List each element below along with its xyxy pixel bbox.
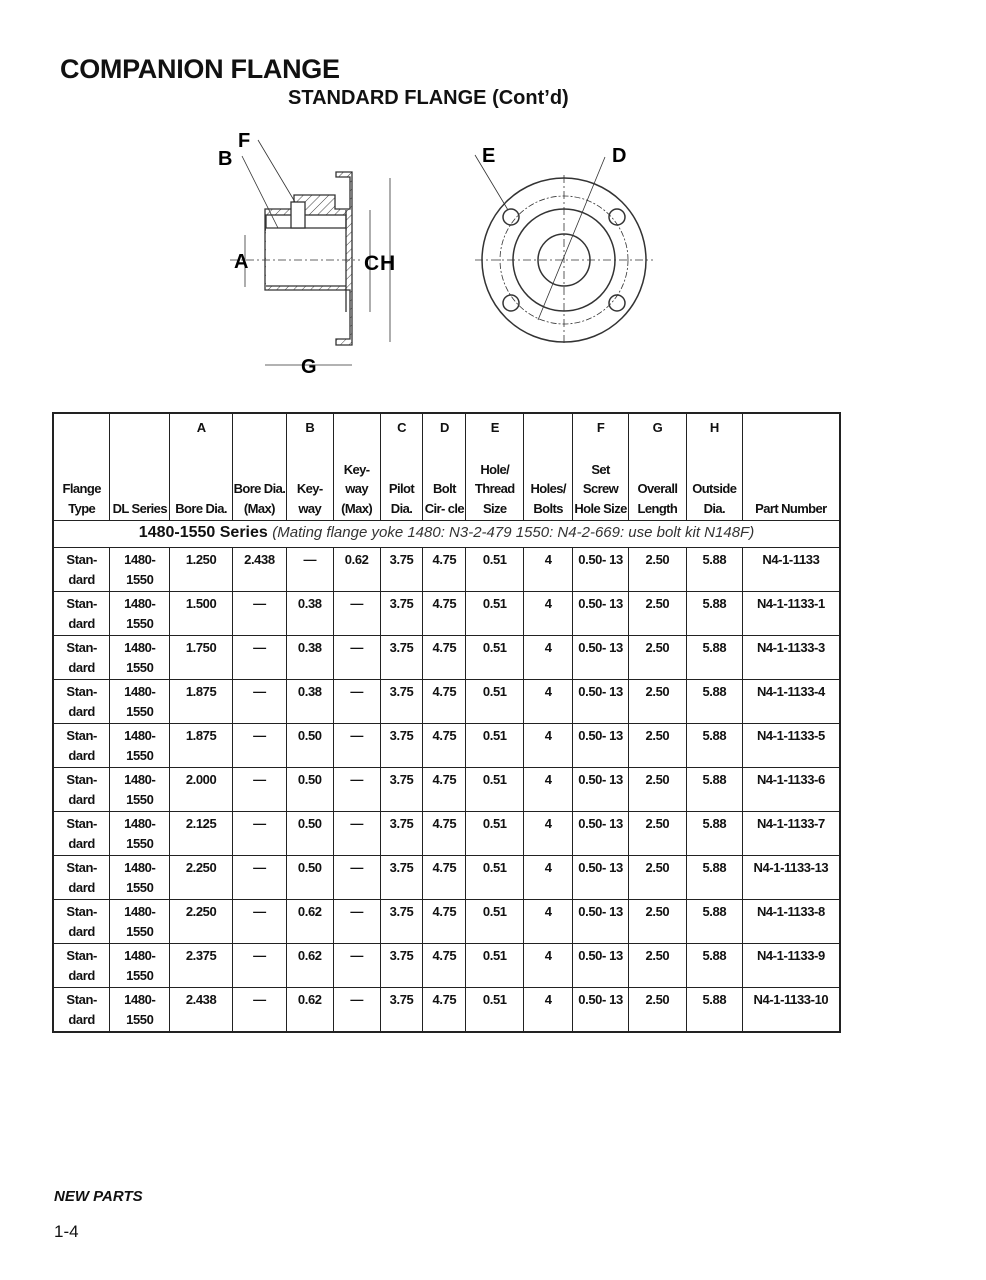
table-cell: —	[232, 856, 286, 900]
table-cell: 0.51	[466, 636, 524, 680]
table-cell: —	[333, 812, 380, 856]
table-row	[53, 636, 840, 680]
table-cell: 4.75	[423, 680, 466, 724]
table-row	[53, 548, 840, 592]
column-header	[423, 413, 466, 521]
table-row	[53, 856, 840, 900]
column-header	[170, 413, 233, 521]
table-cell: 2.438	[170, 988, 233, 1033]
table-cell: 3.75	[380, 636, 423, 680]
table-cell: 5.88	[686, 900, 742, 944]
label-b: B	[218, 148, 233, 170]
front-view	[475, 155, 653, 345]
table-cell: 1480- 1550	[110, 548, 170, 592]
table-cell: 0.50	[286, 856, 333, 900]
table-cell: 0.50- 13	[573, 636, 629, 680]
column-letter: D	[439, 420, 449, 435]
table-cell: 2.250	[170, 900, 233, 944]
table-cell: 4.75	[423, 636, 466, 680]
table-cell: 1480- 1550	[110, 812, 170, 856]
table-cell: N4-1-1133-6	[742, 768, 840, 812]
flange-table	[52, 412, 841, 1033]
table-cell: N4-1-1133-8	[742, 900, 840, 944]
table-cell: 4	[524, 548, 573, 592]
column-label: Bolt Cir- cle	[424, 481, 465, 516]
table-cell: N4-1-1133-10	[742, 988, 840, 1033]
header-row	[53, 413, 840, 521]
table-cell: Stan- dard	[53, 856, 110, 900]
table-row	[53, 592, 840, 636]
table-cell: 0.50	[286, 812, 333, 856]
table-cell: —	[232, 944, 286, 988]
table-cell: —	[333, 768, 380, 812]
table-cell: —	[232, 636, 286, 680]
table-cell: 3.75	[380, 768, 423, 812]
column-letter: B	[305, 420, 315, 435]
table-cell: —	[232, 812, 286, 856]
table-cell: Stan- dard	[53, 944, 110, 988]
table-cell: 1480- 1550	[110, 944, 170, 988]
table-cell: 3.75	[380, 724, 423, 768]
table-cell: 1480- 1550	[110, 724, 170, 768]
column-header	[524, 413, 573, 521]
table-cell: 2.50	[628, 944, 686, 988]
column-label: Hole/ Thread Size	[474, 461, 515, 516]
column-header	[573, 413, 629, 521]
table-cell: 4.75	[423, 988, 466, 1033]
table-cell: N4-1-1133-4	[742, 680, 840, 724]
table-cell: 2.375	[170, 944, 233, 988]
table-cell: N4-1-1133-7	[742, 812, 840, 856]
table-cell: 2.50	[628, 680, 686, 724]
table-cell: 4.75	[423, 856, 466, 900]
table-cell: 2.000	[170, 768, 233, 812]
table-cell: 4.75	[423, 592, 466, 636]
column-letter: F	[596, 420, 605, 435]
table-cell: 4	[524, 900, 573, 944]
table-cell: 2.50	[628, 636, 686, 680]
table-cell: 3.75	[380, 680, 423, 724]
column-letter: A	[196, 420, 206, 435]
table-cell: 0.51	[466, 900, 524, 944]
table-cell: Stan- dard	[53, 592, 110, 636]
table-cell: 2.250	[170, 856, 233, 900]
label-g: G	[301, 356, 317, 378]
table-cell: 0.50- 13	[573, 900, 629, 944]
table-cell: 0.51	[466, 680, 524, 724]
table-cell: Stan- dard	[53, 548, 110, 592]
table-cell: 4.75	[423, 944, 466, 988]
table-cell: 0.50	[286, 768, 333, 812]
page-title: COMPANION FLANGE	[60, 54, 340, 84]
table-cell: 0.50- 13	[573, 680, 629, 724]
table-cell: N4-1-1133-9	[742, 944, 840, 988]
table-cell: 1480- 1550	[110, 592, 170, 636]
table-cell: 1.250	[170, 548, 233, 592]
footer-section: NEW PARTS	[54, 1188, 143, 1205]
table-cell: —	[232, 592, 286, 636]
column-header	[110, 413, 170, 521]
table-cell: 5.88	[686, 592, 742, 636]
table-cell: 0.51	[466, 944, 524, 988]
label-e: E	[482, 145, 496, 167]
table-cell: 0.38	[286, 636, 333, 680]
column-label: Outside Dia.	[692, 481, 737, 516]
column-header	[53, 413, 110, 521]
table-cell: 5.88	[686, 636, 742, 680]
table-cell: Stan- dard	[53, 812, 110, 856]
table-cell: 5.88	[686, 812, 742, 856]
column-header	[686, 413, 742, 521]
table-cell: 0.62	[333, 548, 380, 592]
table-cell: 4.75	[423, 812, 466, 856]
table-cell: —	[333, 592, 380, 636]
column-label: Overall Length	[637, 481, 678, 516]
table-cell: 5.88	[686, 856, 742, 900]
table-cell: —	[232, 768, 286, 812]
table-cell: 0.50- 13	[573, 856, 629, 900]
series-title: 1480-1550 Series	[138, 524, 268, 541]
table-cell: 3.75	[380, 548, 423, 592]
table-row	[53, 724, 840, 768]
table-cell: 4.75	[423, 900, 466, 944]
column-label: DL Series	[112, 500, 167, 516]
table-cell: 0.50- 13	[573, 724, 629, 768]
table-cell: —	[333, 944, 380, 988]
label-c: C	[364, 252, 380, 275]
table-cell: 0.51	[466, 592, 524, 636]
table-cell: 4.75	[423, 548, 466, 592]
table-cell: 0.62	[286, 900, 333, 944]
table-cell: 2.50	[628, 812, 686, 856]
table-cell: 2.125	[170, 812, 233, 856]
table-cell: 1.875	[170, 680, 233, 724]
label-a: A	[234, 251, 249, 273]
column-label: Bore Dia.	[175, 500, 227, 516]
table-cell: N4-1-1133	[742, 548, 840, 592]
table-cell: —	[286, 548, 333, 592]
table-cell: 0.51	[466, 988, 524, 1033]
table-cell: 0.50- 13	[573, 548, 629, 592]
table-row	[53, 900, 840, 944]
page-subtitle: STANDARD FLANGE (Cont’d)	[288, 87, 569, 109]
table-cell: 0.50- 13	[573, 592, 629, 636]
table-cell: 4	[524, 592, 573, 636]
column-header	[742, 413, 840, 521]
table-cell: 1480- 1550	[110, 988, 170, 1033]
column-header	[466, 413, 524, 521]
column-header	[286, 413, 333, 521]
label-d: D	[612, 145, 627, 167]
table-cell: 1480- 1550	[110, 636, 170, 680]
column-letter: E	[490, 420, 499, 435]
table-cell: 5.88	[686, 548, 742, 592]
table-cell: 0.51	[466, 548, 524, 592]
label-f: F	[238, 130, 251, 152]
table-cell: N4-1-1133-5	[742, 724, 840, 768]
table-cell: —	[232, 900, 286, 944]
table-cell: 1480- 1550	[110, 856, 170, 900]
table-cell: Stan- dard	[53, 900, 110, 944]
column-header	[232, 413, 286, 521]
table-cell: 2.50	[628, 724, 686, 768]
table-cell: 0.50- 13	[573, 944, 629, 988]
table-cell: 1.500	[170, 592, 233, 636]
table-cell: Stan- dard	[53, 636, 110, 680]
column-label: Set Screw Hole Size	[574, 461, 627, 516]
table-cell: 0.51	[466, 768, 524, 812]
table-cell: 2.50	[628, 900, 686, 944]
flange-diagram	[200, 120, 660, 390]
table-cell: 4	[524, 812, 573, 856]
table-cell: 5.88	[686, 988, 742, 1033]
series-note: (Mating flange yoke 1480: N3-2-479 1550: N4-2-669: use bolt kit N148F)	[272, 524, 755, 541]
column-header	[628, 413, 686, 521]
table-cell: 4.75	[423, 768, 466, 812]
column-label: Flange Type	[62, 481, 101, 516]
table-cell: 3.75	[380, 900, 423, 944]
column-header	[380, 413, 423, 521]
table-cell: 3.75	[380, 812, 423, 856]
table-cell: 2.50	[628, 988, 686, 1033]
table-cell: 0.62	[286, 944, 333, 988]
table-cell: 0.50- 13	[573, 768, 629, 812]
table-cell: 0.50	[286, 724, 333, 768]
column-label: Part Number	[755, 500, 827, 516]
column-label: Holes/ Bolts	[530, 481, 566, 516]
table-cell: 1480- 1550	[110, 768, 170, 812]
table-cell: —	[232, 724, 286, 768]
table-cell: 4	[524, 988, 573, 1033]
table-cell: N4-1-1133-13	[742, 856, 840, 900]
table-cell: N4-1-1133-3	[742, 636, 840, 680]
table-cell: 2.50	[628, 592, 686, 636]
table-cell: 5.88	[686, 944, 742, 988]
column-header	[333, 413, 380, 521]
table-cell: 2.50	[628, 856, 686, 900]
column-label: Key- way (Max)	[341, 461, 373, 516]
table-row	[53, 680, 840, 724]
table-cell: Stan- dard	[53, 680, 110, 724]
table-cell: Stan- dard	[53, 724, 110, 768]
table-cell: 4	[524, 944, 573, 988]
table-cell: 0.51	[466, 856, 524, 900]
column-label: Key- way	[296, 481, 323, 516]
table-cell: Stan- dard	[53, 988, 110, 1033]
table-cell: 0.50- 13	[573, 812, 629, 856]
table-cell: —	[333, 680, 380, 724]
table-row	[53, 812, 840, 856]
table-cell: 0.51	[466, 812, 524, 856]
table-cell: 5.88	[686, 680, 742, 724]
column-label: Bore Dia. (Max)	[233, 481, 286, 516]
table-cell: 3.75	[380, 944, 423, 988]
table-cell: 0.62	[286, 988, 333, 1033]
table-cell: —	[333, 988, 380, 1033]
table-cell: 0.51	[466, 724, 524, 768]
table-cell: —	[333, 856, 380, 900]
table-row	[53, 768, 840, 812]
table-cell: 3.75	[380, 856, 423, 900]
table-cell: —	[333, 724, 380, 768]
table-cell: 1.750	[170, 636, 233, 680]
table-cell: 3.75	[380, 988, 423, 1033]
table-cell: 4	[524, 768, 573, 812]
table-cell: 4	[524, 680, 573, 724]
table-cell: 0.38	[286, 680, 333, 724]
table-cell: —	[232, 988, 286, 1033]
table-cell: 4	[524, 636, 573, 680]
table-cell: 2.50	[628, 548, 686, 592]
table-cell: 1480- 1550	[110, 900, 170, 944]
column-letter: H	[709, 420, 719, 435]
table-cell: 4	[524, 724, 573, 768]
column-letter: C	[397, 420, 406, 435]
table-cell: Stan- dard	[53, 768, 110, 812]
page-number: 1-4	[54, 1222, 79, 1241]
table-cell: 1480- 1550	[110, 680, 170, 724]
table-cell: —	[333, 636, 380, 680]
table-row	[53, 988, 840, 1033]
table-cell: 3.75	[380, 592, 423, 636]
table-cell: 4.75	[423, 724, 466, 768]
table-cell: 2.438	[232, 548, 286, 592]
table-cell: 1.875	[170, 724, 233, 768]
table-cell: 5.88	[686, 768, 742, 812]
column-letter: G	[652, 420, 663, 435]
table-row	[53, 944, 840, 988]
series-row	[53, 521, 840, 548]
table-cell: —	[333, 900, 380, 944]
table-cell: 0.50- 13	[573, 988, 629, 1033]
table-cell: 4	[524, 856, 573, 900]
table-cell: N4-1-1133-1	[742, 592, 840, 636]
label-h: H	[380, 252, 396, 275]
table-cell: 5.88	[686, 724, 742, 768]
table-cell: 0.38	[286, 592, 333, 636]
column-label: Pilot Dia.	[388, 481, 415, 516]
table-cell: —	[232, 680, 286, 724]
table-cell: 2.50	[628, 768, 686, 812]
